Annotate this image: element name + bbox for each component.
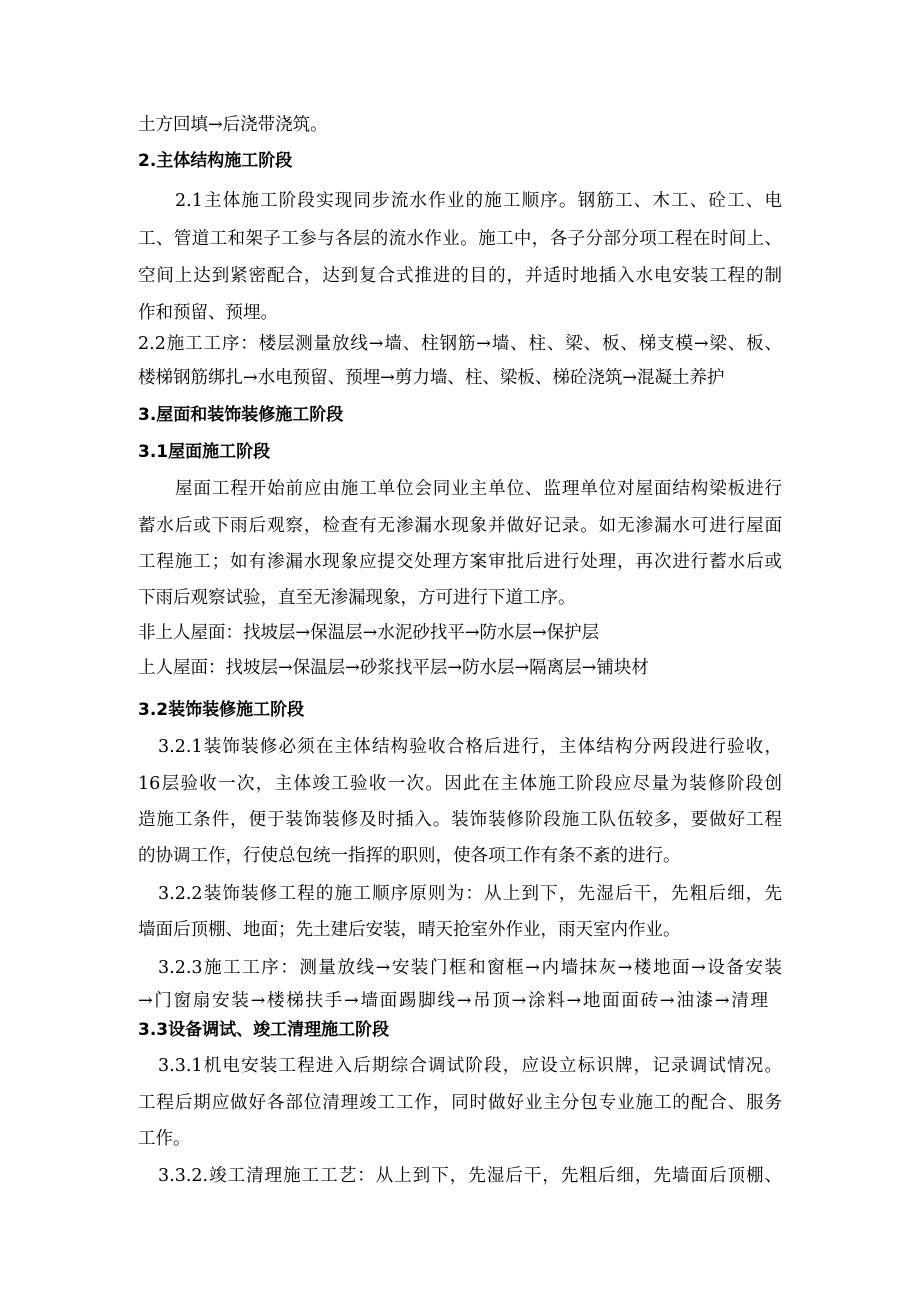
paragraph-line: 2.1主体施工阶段实现同步流水作业的施工顺序。钢筋工、木工、砼工、电 <box>175 191 782 211</box>
paragraph-line: 工程施工；如有渗漏水现象应提交处理方案审批后进行处理，再次进行蓄水后或 <box>138 552 782 572</box>
paragraph-line: 3.2.2装饰装修工程的施工顺序原则为：从上到下，先湿后干，先粗后细，先 <box>158 884 782 904</box>
text-line: 土方回填→后浇带浇筑。 <box>138 115 328 135</box>
paragraph-line: 3.3.2.竣工清理施工工艺：从上到下，先湿后干，先粗后细，先墙面后顶棚、 <box>158 1166 782 1186</box>
paragraph-line: 工、管道工和架子工参与各层的流水作业。施工中，各子分部分项工程在时间上、 <box>138 229 782 249</box>
paragraph-line: 屋面工程开始前应由施工单位会同业主单位、监理单位对屋面结构梁板进行 <box>175 479 782 499</box>
paragraph-line: 工作。 <box>138 1129 191 1149</box>
paragraph-line: 楼梯钢筋绑扎→水电预留、预埋→剪力墙、柱、梁板、梯砼浇筑→混凝土养护 <box>138 368 725 388</box>
paragraph-line: 墙面后顶棚、地面；先土建后安装，晴天抢室外作业，雨天室内作业。 <box>138 920 681 940</box>
paragraph-line: 3.2.1装饰装修必须在主体结构验收合格后进行，主体结构分两段进行验收， <box>158 737 782 757</box>
paragraph-line: 的协调工作，行使总包统一指挥的职则，使各项工作有条不紊的进行。 <box>138 846 681 866</box>
subsection-heading: 3.2装饰装修施工阶段 <box>138 700 305 720</box>
paragraph-line: 下雨后观察试验，直至无渗漏现象，方可进行下道工序。 <box>138 588 576 608</box>
section-heading: 3.屋面和装饰装修施工阶段 <box>138 405 344 425</box>
subsection-heading: 3.1屋面施工阶段 <box>138 442 271 462</box>
paragraph-line: 3.3.1机电安装工程进入后期综合调试阶段，应设立标识牌，记录调试情况。 <box>158 1056 782 1076</box>
paragraph-line: 造施工条件，便于装饰装修及时插入。装饰装修阶段施工队伍较多，要做好工程 <box>138 810 782 830</box>
paragraph-line: 工程后期应做好各部位清理竣工工作，同时做好业主分包专业施工的配合、服务 <box>138 1093 782 1113</box>
paragraph-line: 蓄水后或下雨后观察，检查有无渗漏水现象并做好记录。如无渗漏水可进行屋面 <box>138 516 782 536</box>
paragraph-line: 16层验收一次，主体竣工验收一次。因此在主体施工阶段应尽量为装修阶段创 <box>138 774 782 794</box>
section-heading: 2.主体结构施工阶段 <box>138 151 293 171</box>
paragraph-line: 3.2.3施工工序：测量放线→安装门框和窗框→内墙抹灰→楼地面→设备安装 <box>158 958 782 978</box>
paragraph-line: 2.2施工工序：楼层测量放线→墙、柱钢筋→墙、柱、梁、板、梯支模→梁、板、 <box>138 334 782 354</box>
paragraph-line: 非上人屋面：找坡层→保温层→水泥砂找平→防水层→保护层 <box>138 623 600 643</box>
paragraph-line: →门窗扇安装→楼梯扶手→墙面踢脚线→吊顶→涂料→地面面砖→油漆→清理 <box>138 991 768 1011</box>
subsection-heading: 3.3设备调试、竣工清理施工阶段 <box>138 1020 390 1040</box>
paragraph-line: 上人屋面：找坡层→保温层→砂浆找平层→防水层→隔离层→铺块材 <box>138 658 649 678</box>
paragraph-line: 作和预留、预埋。 <box>138 303 278 323</box>
paragraph-line: 空间上达到紧密配合，达到复合式推进的目的，并适时地插入水电安装工程的制 <box>138 266 782 286</box>
